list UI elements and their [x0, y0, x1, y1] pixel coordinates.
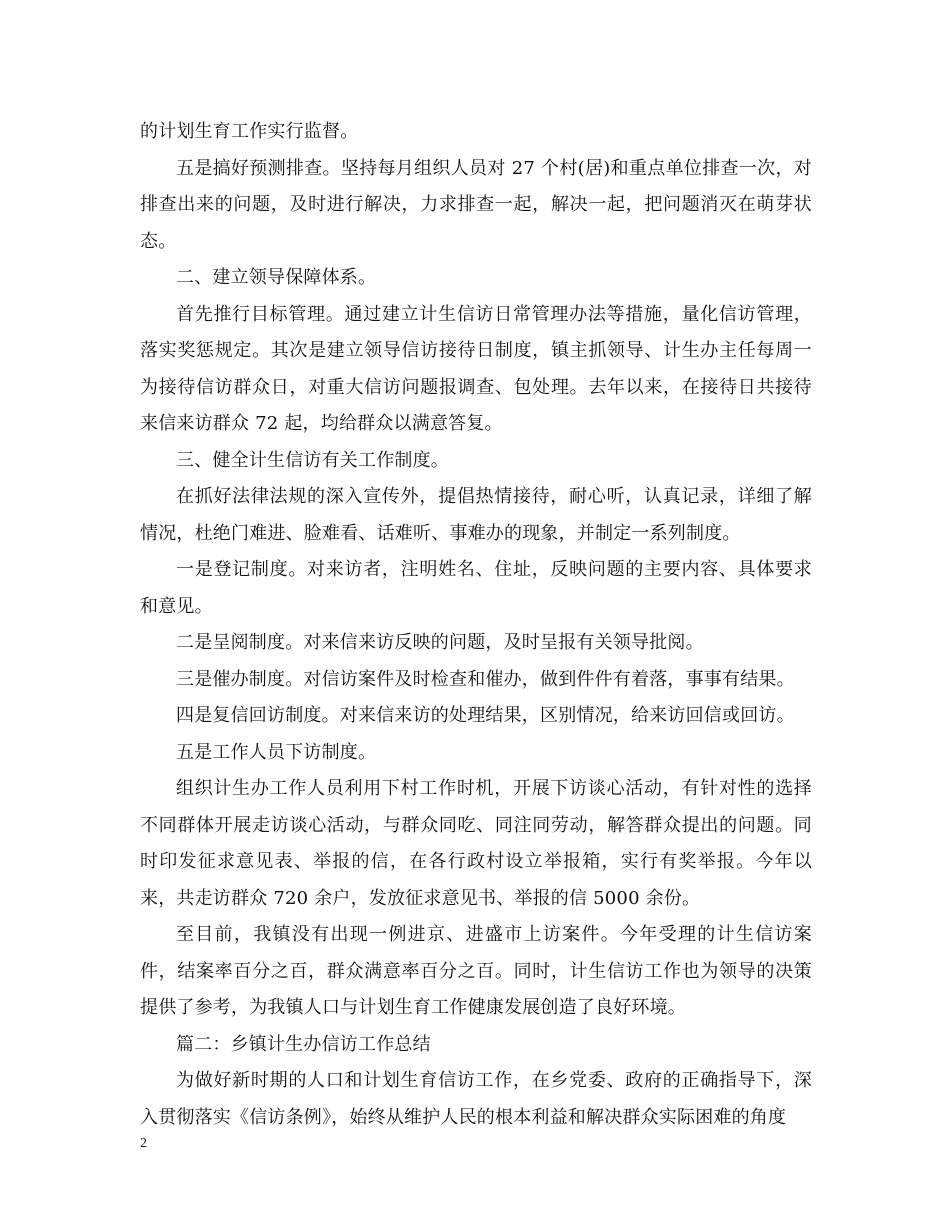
paragraph-8: 二是呈阅制度。对来信来访反映的问题，及时呈报有关领导批阅。 [176, 632, 704, 653]
article-title: 篇二：乡镇计生办信访工作总结 [176, 1033, 431, 1055]
paragraph-10: 四是复信回访制度。对来信来访的处理结果，区别情况，给来访回信或回访。 [176, 705, 795, 726]
paragraph-11: 五是工作人员下访制度。 [176, 741, 377, 763]
paragraph-15: 为做好新时期的人口和计划生育信访工作，在乡党委、政府的正确指导下，深入贯彻落实《信访条例》，始终从维护人民的根本利益和解决群众实际困难的角度 [140, 1070, 812, 1128]
document-body [140, 114, 812, 1136]
paragraph-7: 一是登记制度。对来访者，注明姓名、住址，反映问题的主要内容、具体要求和意见。 [140, 559, 812, 617]
paragraph-9: 三是催办制度。对信访案件及时检查和催办，做到件件有着落，事事有结果。 [176, 668, 795, 690]
paragraph-4: 首先推行目标管理。通过建立计生信访日常管理办法等措施，量化信访管理，落实奖惩规定。其次是建立领导信访接待日制度，镇主抓领导、计生办主任每周一为接待信访群众日，对重大信访问题报调查、包处理。去年以来，在接待日共接待来信来访群众 72 起，均给群众以满意答复。 [140, 303, 812, 434]
paragraph-12: 组织计生办工作人员利用下村工作时机，开展下访谈心活动，有针对性的选择不同群体开展走访谈心活动，与群众同吃、同注同劳动，解答群众提出的问题。同时印发征求意见表、举报的信，在各行政村设立举报箱，实行有奖举报。今年以来，共走访群众 720 余户，发放征求意见书、举报的信 5000 余份。 [140, 778, 812, 909]
paragraph-1: 的计划生育工作实行监督。 [140, 121, 359, 142]
paragraph-6: 在抓好法律法规的深入宣传外，提倡热情接待，耐心听，认真记录，详细了解情况，杜绝门难进、脸难看、话难听、事难办的现象，并制定一系列制度。 [140, 486, 812, 544]
page-number: 2 [140, 1136, 147, 1151]
section-heading-2: 二、建立领导保障体系。 [176, 267, 377, 288]
paragraph-13: 至目前，我镇没有出现一例进京、进盛市上访案件。今年受理的计生信访案件，结案率百分之百，群众满意率百分之百。同时，计生信访工作也为领导的决策提供了参考，为我镇人口与计划生育工作健康发展创造了良好环境。 [140, 924, 812, 1018]
paragraph-2: 五是搞好预测排查。坚持每月组织人员对 27 个村(居)和重点单位排查一次，对排查出来的问题，及时进行解决，力求排查一起，解决一起，把问题消灭在萌芽状态。 [140, 157, 812, 252]
section-heading-3: 三、健全计生信访有关工作制度。 [176, 449, 449, 471]
